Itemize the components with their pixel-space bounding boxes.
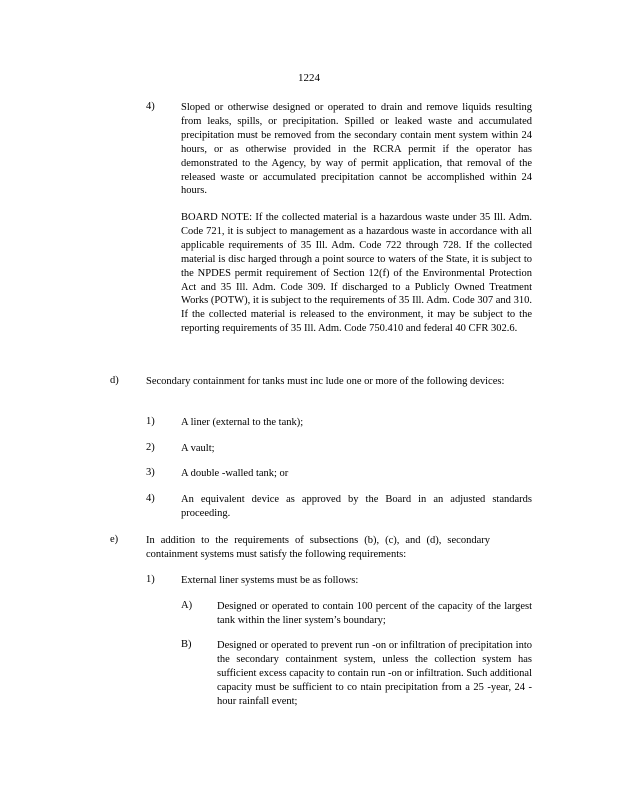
item-c4-text: Sloped or otherwise designed or operated to drain and remove liquids resulting from leaks, spills, or precipitation. Spilled or leaked waste and accumulated precipitation must be removed from the secondary contain ment system within 24 hours, or as otherwise provided in the RCRA permit if the operator has demonstrated to the Agency, by way of permit application, that removal of the released waste or accumulated precipitation cannot be accomplished within 24 hours. [181,102,532,197]
section-e-text: In addition to the requirements of subsections (b), (c), and (d), secondary containment systems must satisfy the following requirements: [146,535,490,560]
section-d-label: d) [110,375,119,386]
item-c4-label: 4) [146,101,155,112]
section-e-subitem-a-label: A) [181,600,193,611]
section-d-item-2-label: 2) [146,442,155,453]
section-e-subitem-b-text: Designed or operated to prevent run -on or infiltration of precipitation into the secondary containment system, unless the collection system has sufficient excess capacity to contain run -on or infiltration. Such additional capacity must be sufficient to co ntain precipitation from a 25 -year, 24 -hour rainfall event; [217,640,532,707]
section-d-text: Secondary containment for tanks must inc lude one or more of the following devices: [146,376,505,387]
section-d-item-3-label: 3) [146,467,155,478]
section-e-subitem-b-label: B) [181,639,192,650]
page-number: 1224 [298,72,320,84]
section-d-item-2-text: A vault; [181,443,215,454]
section-d-item-4-text: An equivalent device as approved by the Board in an adjusted standards proceeding. [181,494,532,519]
section-e-item-1-label: 1) [146,574,155,585]
section-d-item-1-label: 1) [146,416,155,427]
section-e-subitem-a-text: Designed or operated to contain 100 percent of the capacity of the largest tank within the liner system’s boundary; [217,601,532,626]
section-e-item-1-text: External liner systems must be as follows: [181,575,359,586]
section-d-item-1-text: A liner (external to the tank); [181,417,304,428]
section-e-label: e) [110,534,119,545]
section-d-item-3-text: A double -walled tank; or [181,468,289,479]
board-note: BOARD NOTE: If the collected material is a hazardous waste under 35 Ill. Adm. Code 721, it is subject to management as a hazardous waste in accordance with all applicable requirements of 35 Ill. Adm. Code 722 through 728. If the collected material is disc harged through a point source to waters of the State, it is subject to the NPDES permit requirement of Section 12(f) of the Environmental Protection Act and 35 Ill. Adm. Code 309. If discharged to a Publicly Owned Treatment Works (POTW), it is subject to the requirements of 35 Ill. Adm. Code 307 and 310. If the collected material is released to the environment, it may be subject to the reporting requirements of 35 Ill. Adm. Code 750.410 and federal 40 CFR 302.6. [181,212,532,335]
section-d-item-4-label: 4) [146,493,155,504]
